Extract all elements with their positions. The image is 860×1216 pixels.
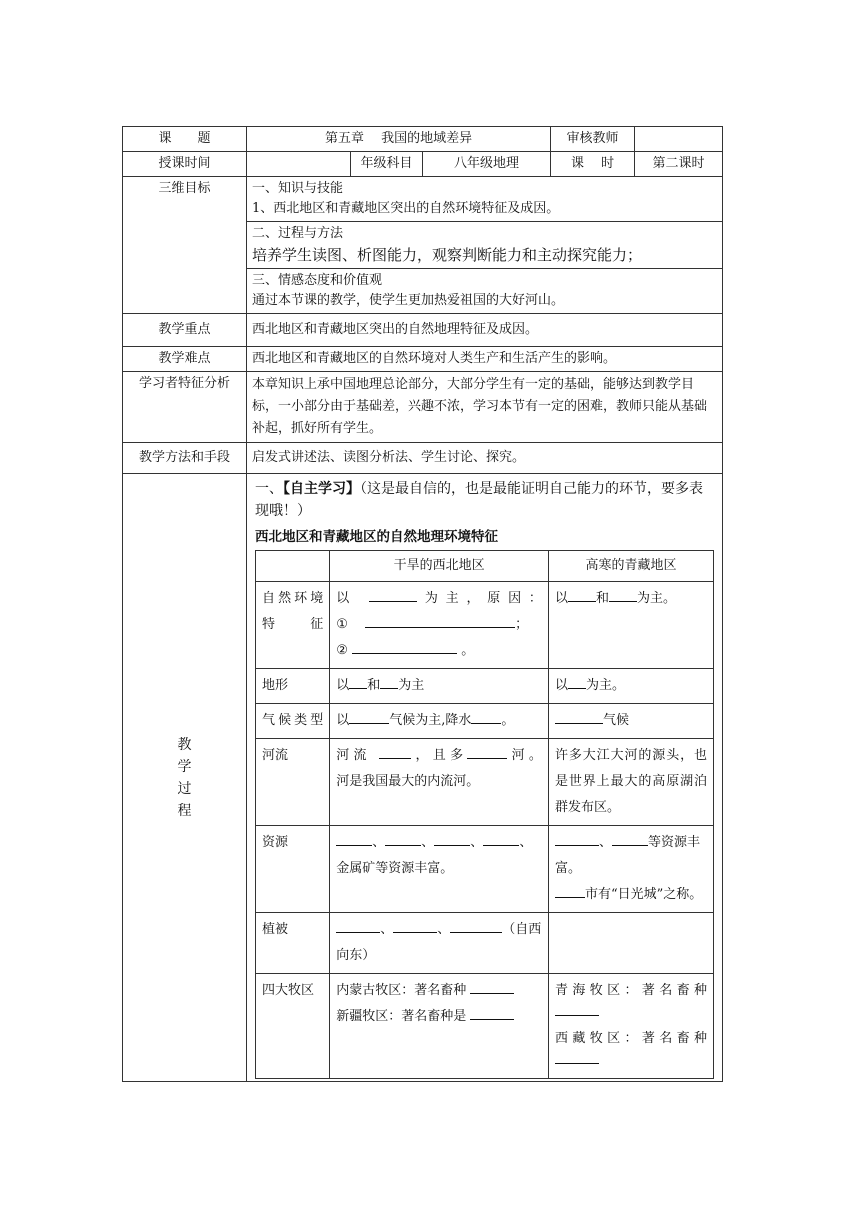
learner-text: 本章知识上承中国地理总论部分，大部分学生有一定的基础，能够达到教学目标，一小部分由于基础差，兴趣不浓，学习本节有一定的困难，教师只能从基础补起，抓好所有学生。 xyxy=(247,372,723,443)
subject-value: 八年级地理 xyxy=(423,152,551,177)
pasture-row xyxy=(256,974,714,1079)
answer-blank[interactable] xyxy=(434,831,470,846)
river-nw-b: ，且多 xyxy=(411,748,468,763)
topic-row xyxy=(123,127,723,152)
answer-blank[interactable] xyxy=(365,613,515,628)
terrain-qt-a: 以 xyxy=(554,678,568,693)
resources-qt: 、 等资源丰富。 市有“日光城”之称。 xyxy=(548,826,713,913)
worksheet-table xyxy=(255,550,714,1079)
answer-blank[interactable] xyxy=(470,1005,514,1020)
pasture-nw-b: 新疆牧区：著名畜种是 xyxy=(336,1009,467,1024)
nature-qt-a: 以 xyxy=(554,591,568,606)
lesson-plan xyxy=(122,126,722,1082)
answer-blank[interactable] xyxy=(471,709,501,724)
goal-knowledge-title: 一、知识与技能 xyxy=(252,181,344,196)
difficulty-label: 教学难点 xyxy=(123,347,247,372)
answer-blank[interactable] xyxy=(568,674,586,689)
pasture-qt xyxy=(548,974,713,1079)
worksheet-header-row xyxy=(256,551,714,582)
goal-process-title: 二、过程与方法 xyxy=(252,226,344,241)
vegetation-nw-b: （自西向东） xyxy=(336,922,542,963)
nature-row xyxy=(256,582,714,669)
nature-nw-b: 为主，原因： xyxy=(417,591,542,606)
pasture-label: 四大牧区 xyxy=(256,974,330,1079)
nature-qt xyxy=(548,582,713,669)
goals-row-1 xyxy=(123,177,723,222)
difficulty-row xyxy=(123,347,723,372)
key-point-text: 西北地区和青藏地区突出的自然地理特征及成因。 xyxy=(247,314,723,347)
climate-nw-c: 。 xyxy=(501,713,515,728)
intro-text: （这是最自信的，也是最能证明自己能力的环节，要多表现哦！） xyxy=(255,481,703,519)
goal-knowledge-text: 1、西北地区和青藏地区突出的自然环境特征及成因。 xyxy=(252,201,560,216)
process-label-char: 学 xyxy=(177,758,192,775)
resources-label: 资源 xyxy=(256,826,330,913)
river-nw-d: 河是我国最大的内流河。 xyxy=(336,774,480,789)
terrain-nw-b: 和 xyxy=(367,678,381,693)
period-label: 课 时 xyxy=(551,152,635,177)
topic-label: 课 题 xyxy=(123,127,247,152)
resources-nw-b: 金属矿等资源丰富。 xyxy=(336,861,454,876)
answer-blank[interactable] xyxy=(380,674,398,689)
process-label-char: 程 xyxy=(177,802,192,819)
process-label-char: 过 xyxy=(177,780,192,797)
answer-blank[interactable] xyxy=(379,744,411,759)
key-point-row xyxy=(123,314,723,347)
time-value[interactable] xyxy=(247,152,351,177)
pasture-nw-a: 内蒙古牧区：著名畜种 xyxy=(336,983,467,998)
river-label: 河流 xyxy=(256,739,330,826)
river-nw xyxy=(330,739,549,826)
answer-blank[interactable] xyxy=(450,918,502,933)
methods-label: 教学方法和手段 xyxy=(123,443,247,474)
intro-prefix: 一、 xyxy=(255,481,283,497)
worksheet-corner xyxy=(256,551,330,582)
nature-nw-d: ； xyxy=(515,617,529,632)
river-nw-a: 河流 xyxy=(336,748,371,763)
climate-qt-a: 气候 xyxy=(602,713,629,728)
answer-blank[interactable] xyxy=(369,587,417,602)
resources-nw: 、 、 、 、 金属矿等资源丰富。 xyxy=(330,826,549,913)
terrain-nw-c: 为主 xyxy=(398,678,425,693)
goals-label: 三维目标 xyxy=(123,177,247,314)
answer-blank[interactable] xyxy=(336,831,372,846)
self-study-intro xyxy=(255,478,714,522)
nature-nw xyxy=(330,582,549,669)
terrain-label: 地形 xyxy=(256,669,330,704)
difficulty-text: 西北地区和青藏地区的自然环境对人类生产和生活产生的影响。 xyxy=(247,347,723,372)
answer-blank[interactable] xyxy=(568,587,596,602)
goal-process-text: 培养学生读图、析图能力，观察判断能力和主动探究能力； xyxy=(252,246,643,264)
terrain-row xyxy=(256,669,714,704)
nature-nw-c: ① xyxy=(336,617,348,632)
climate-qt xyxy=(548,704,713,739)
resources-qt-c: 市有“日光城”之称。 xyxy=(584,887,703,902)
climate-nw-a: 以 xyxy=(336,713,350,728)
river-nw-c: 河。 xyxy=(507,748,542,763)
methods-text: 启发式讲述法、读图分析法、学生讨论、探究。 xyxy=(247,443,723,474)
learner-label: 学习者特征分析 xyxy=(123,372,247,443)
climate-nw-b: 气候为主,降水 xyxy=(389,713,472,728)
answer-blank[interactable] xyxy=(555,1001,599,1016)
climate-label: 气候类型 xyxy=(256,704,330,739)
pasture-qt-a: 青海牧区：著名畜种 xyxy=(554,983,708,998)
answer-blank[interactable] xyxy=(555,883,585,898)
intro-bold: 【自主学习】 xyxy=(283,481,360,497)
answer-blank[interactable] xyxy=(393,918,437,933)
answer-blank[interactable] xyxy=(352,639,457,654)
worksheet-title: 西北地区和青藏地区的自然地理环境特征 xyxy=(255,529,498,545)
time-label: 授课时间 xyxy=(123,152,247,177)
answer-blank[interactable] xyxy=(612,831,648,846)
climate-nw xyxy=(330,704,549,739)
pasture-nw xyxy=(330,974,549,1079)
goal-attitude-title: 三、情感态度和价值观 xyxy=(252,273,383,288)
answer-blank[interactable] xyxy=(609,587,637,602)
answer-blank[interactable] xyxy=(336,918,380,933)
col-qinghai-tibet: 高寒的青藏地区 xyxy=(548,551,713,582)
answer-blank[interactable] xyxy=(349,674,367,689)
nature-qt-b: 和 xyxy=(595,591,609,606)
subject-label: 年级科目 xyxy=(351,152,423,177)
col-northwest: 干旱的西北地区 xyxy=(330,551,549,582)
answer-blank[interactable] xyxy=(555,709,603,724)
nature-nw-e: ② xyxy=(336,643,348,658)
vegetation-qt xyxy=(548,913,713,974)
terrain-nw-a: 以 xyxy=(336,678,350,693)
terrain-qt xyxy=(548,669,713,704)
answer-blank[interactable] xyxy=(483,831,519,846)
methods-row xyxy=(123,443,723,474)
river-qt: 许多大江大河的源头，也是世界上最大的高原湖泊群发布区。 xyxy=(548,739,713,826)
answer-blank[interactable] xyxy=(555,1049,599,1064)
nature-qt-c: 为主。 xyxy=(636,591,676,606)
terrain-nw xyxy=(330,669,549,704)
pasture-qt-b: 西藏牧区：著名畜种 xyxy=(554,1031,708,1046)
answer-blank[interactable] xyxy=(467,744,507,759)
time-row xyxy=(123,152,723,177)
reviewer-value[interactable] xyxy=(635,127,723,152)
climate-row xyxy=(256,704,714,739)
answer-blank[interactable] xyxy=(470,979,514,994)
process-label-char: 教 xyxy=(177,736,192,753)
learner-row xyxy=(123,372,723,443)
terrain-qt-b: 为主。 xyxy=(585,678,625,693)
vegetation-nw: 、 、 （自西向东） xyxy=(330,913,549,974)
key-point-label: 教学重点 xyxy=(123,314,247,347)
resources-qt-b: 等资源丰富。 xyxy=(554,835,700,876)
nature-nw-f: 。 xyxy=(461,643,475,658)
goal-attitude-text: 通过本节课的教学，使学生更加热爱祖国的大好河山。 xyxy=(252,293,565,308)
reviewer-label: 审核教师 xyxy=(551,127,635,152)
answer-blank[interactable] xyxy=(555,831,599,846)
river-row xyxy=(256,739,714,826)
process-row xyxy=(123,474,723,1082)
nature-label: 自然环境特征 xyxy=(256,582,330,669)
process-label xyxy=(123,474,247,1082)
vegetation-row xyxy=(256,913,714,974)
lesson-plan-table xyxy=(122,126,723,1082)
answer-blank[interactable] xyxy=(385,831,421,846)
vegetation-label: 植被 xyxy=(256,913,330,974)
topic-value: 第五章 我国的地域差异 xyxy=(247,127,551,152)
resources-row xyxy=(256,826,714,913)
answer-blank[interactable] xyxy=(349,709,389,724)
nature-nw-a: 以 xyxy=(336,591,358,606)
period-value: 第二课时 xyxy=(635,152,723,177)
